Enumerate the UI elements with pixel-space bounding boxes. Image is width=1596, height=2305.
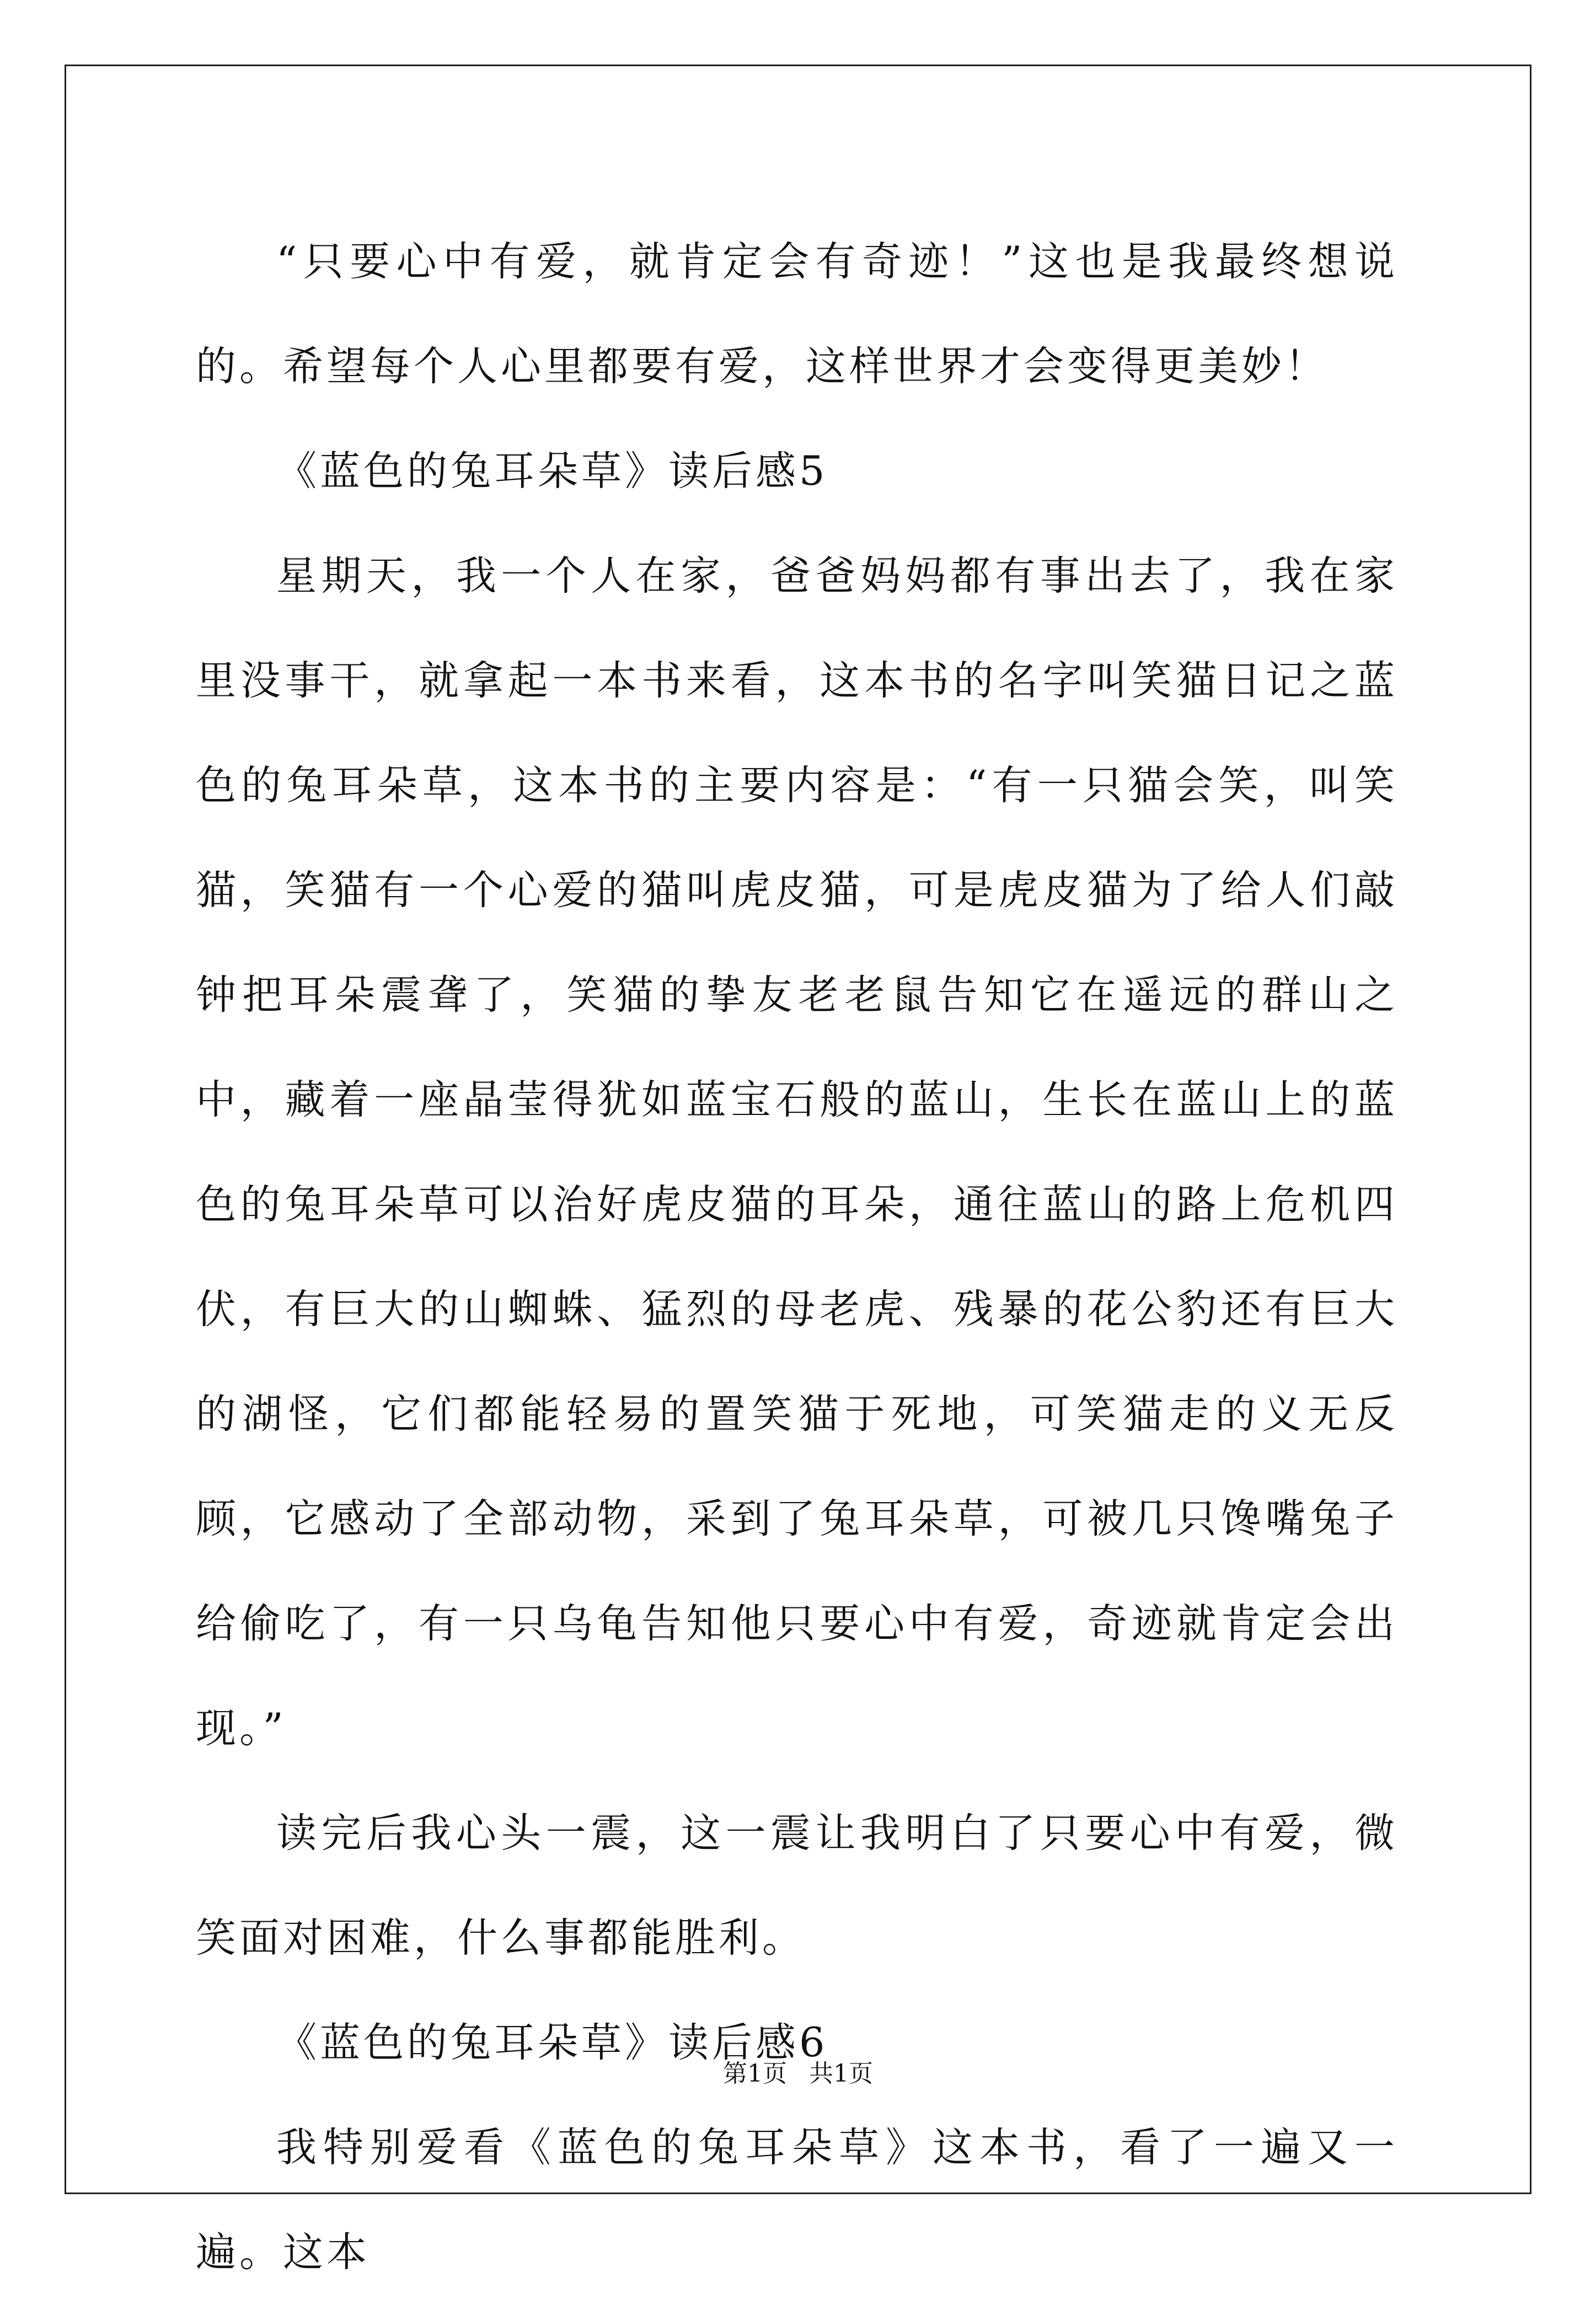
page-total: 共1页 [809,2060,873,2088]
section-heading-6: 《蓝色的兔耳朵草》读后感6 [276,2019,828,2066]
page-number: 第1页 [723,2060,787,2088]
section-heading-5: 《蓝色的兔耳朵草》读后感5 [276,448,828,495]
paragraph-conclusion: “只要心中有爱，就肯定会有奇迹！”这也是我最终想说的。希望每个人心里都要有爱，这样世界才会变得更美妙！ [196,238,1398,390]
paragraph-summary: 星期天，我一个人在家，爸爸妈妈都有事出去了，我在家里没事干，就拿起一本书来看，这本书的名字叫笑猫日记之蓝色的兔耳朵草，这本书的主要内容是：“有一只猫会笑，叫笑猫，笑猫有一个心爱的猫叫虎皮猫，可是虎皮猫为了给人们敲钟把耳朵震聋了，笑猫的挚友老老鼠告知它在遥远的群山之中，藏着一座晶莹得犹如蓝宝石般的蓝山，生长在蓝山上的蓝色的兔耳朵草可以治好虎皮猫的耳朵，通往蓝山的路上危机四伏，有巨大的山蜘蛛、猛烈的母老虎、残暴的花公豹还有巨大的湖怪，它们都能轻易的置笑猫于死地，可笑猫走的义无反顾，它感动了全部动物，采到了兔耳朵草，可被几只馋嘴兔子给偷吃了，有一只乌龟告知他只要心中有爱，奇迹就肯定会出现。” [196,553,1398,1752]
page-footer [0,2057,1596,2090]
paragraph-reflection: 读完后我心头一震，这一震让我明白了只要心中有爱，微笑面对困难，什么事都能胜利。 [196,1810,1398,1961]
paragraph-opening: 我特别爱看《蓝色的兔耳朵草》这本书，看了一遍又一遍。这本 [196,2124,1398,2276]
document-body [196,210,1398,2305]
